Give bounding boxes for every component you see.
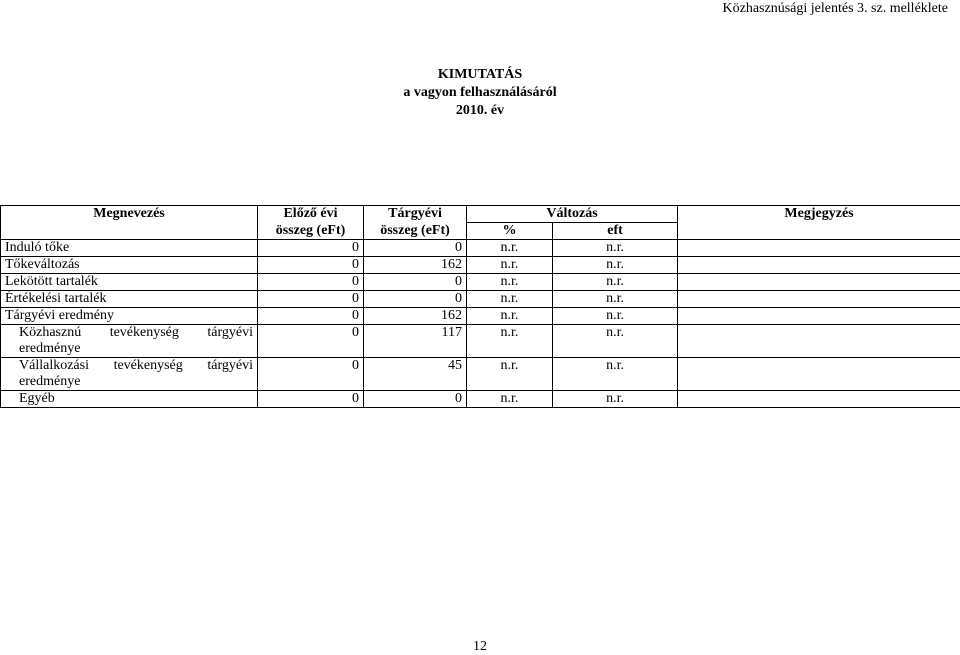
row-eft: n.r.: [553, 391, 678, 408]
row-remark: [678, 325, 960, 358]
row-remark: [678, 358, 960, 391]
row-remark: [678, 274, 960, 291]
row-prev: 0: [258, 240, 364, 257]
row-name: Tőkeváltozás: [1, 257, 258, 274]
table-row: [1, 291, 960, 308]
row-name: Egyéb: [1, 391, 258, 408]
row-prev: 0: [258, 291, 364, 308]
table-header-row-1: [1, 206, 960, 223]
row-curr: 0: [364, 291, 467, 308]
table-row: [1, 325, 960, 358]
row-curr: 45: [364, 358, 467, 391]
row-pct: n.r.: [467, 257, 553, 274]
row-eft: n.r.: [553, 291, 678, 308]
row-name: Tárgyévi eredmény: [1, 308, 258, 325]
row-curr: 162: [364, 308, 467, 325]
table-row: [1, 240, 960, 257]
table-row: [1, 257, 960, 274]
page-number: 12: [0, 639, 960, 655]
row-pct: n.r.: [467, 325, 553, 358]
header-curr-line1: Tárgyévi: [364, 206, 467, 223]
table-row: [1, 358, 960, 391]
header-change: Változás: [467, 206, 678, 223]
row-prev: 0: [258, 391, 364, 408]
header-name: Megnevezés: [1, 206, 258, 240]
row-remark: [678, 391, 960, 408]
header-curr-line2: összeg (eFt): [364, 223, 467, 240]
row-eft: n.r.: [553, 240, 678, 257]
row-pct: n.r.: [467, 358, 553, 391]
table-row: [1, 391, 960, 408]
header-prev-line2: összeg (eFt): [258, 223, 364, 240]
report-title: [0, 66, 960, 120]
title-line-1: KIMUTATÁS: [0, 66, 960, 84]
header-prev-line1: Előző évi: [258, 206, 364, 223]
row-remark: [678, 291, 960, 308]
row-pct: n.r.: [467, 391, 553, 408]
title-line-2: a vagyon felhasználásáról: [0, 84, 960, 102]
row-name: Lekötött tartalék: [1, 274, 258, 291]
row-curr: 0: [364, 240, 467, 257]
row-prev: 0: [258, 257, 364, 274]
row-eft: n.r.: [553, 325, 678, 358]
row-pct: n.r.: [467, 274, 553, 291]
row-eft: n.r.: [553, 358, 678, 391]
row-name: Vállalkozási tevékenység tárgyévi eredménye: [1, 358, 258, 391]
row-name: Értékelési tartalék: [1, 291, 258, 308]
row-eft: n.r.: [553, 308, 678, 325]
header-remark: Megjegyzés: [678, 206, 960, 240]
header-change-eft: eft: [553, 223, 678, 240]
row-eft: n.r.: [553, 274, 678, 291]
row-name: Induló tőke: [1, 240, 258, 257]
row-prev: 0: [258, 325, 364, 358]
row-prev: 0: [258, 358, 364, 391]
row-curr: 117: [364, 325, 467, 358]
row-curr: 0: [364, 391, 467, 408]
title-line-3: 2010. év: [0, 102, 960, 120]
table-row: [1, 274, 960, 291]
row-remark: [678, 308, 960, 325]
asset-usage-table: [0, 205, 960, 408]
row-prev: 0: [258, 308, 364, 325]
row-name: Közhasznú tevékenység tárgyévi eredménye: [1, 325, 258, 358]
header-note: Közhasznúsági jelentés 3. sz. melléklete: [723, 0, 948, 18]
row-pct: n.r.: [467, 308, 553, 325]
table-row: [1, 308, 960, 325]
row-prev: 0: [258, 274, 364, 291]
row-curr: 0: [364, 274, 467, 291]
row-remark: [678, 257, 960, 274]
row-curr: 162: [364, 257, 467, 274]
row-remark: [678, 240, 960, 257]
row-pct: n.r.: [467, 240, 553, 257]
row-pct: n.r.: [467, 291, 553, 308]
row-eft: n.r.: [553, 257, 678, 274]
header-change-pct: %: [467, 223, 553, 240]
